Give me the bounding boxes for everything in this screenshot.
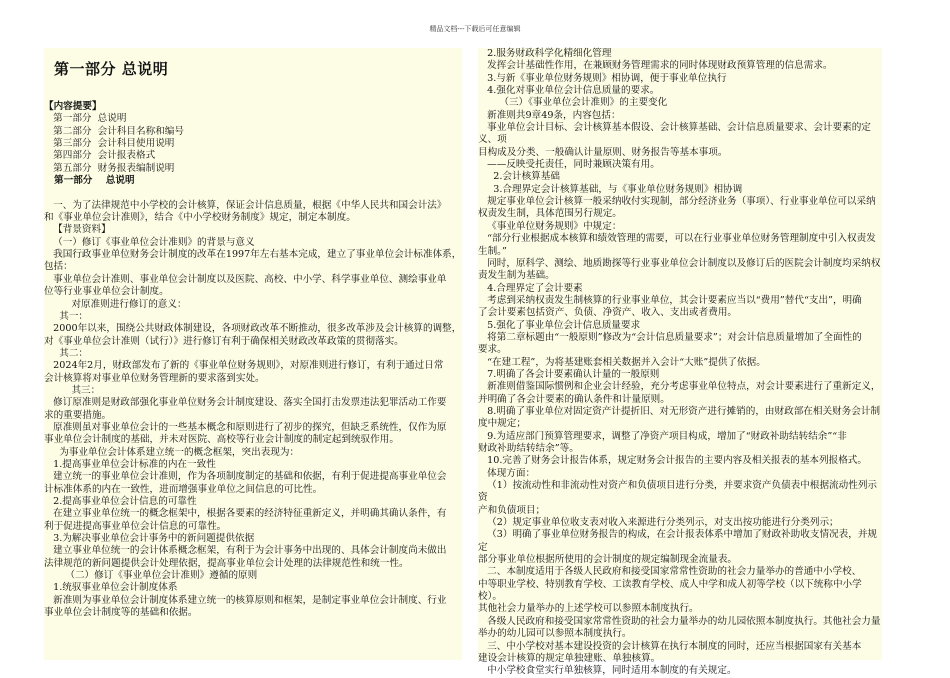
text-line: “部分行业根据成本核算和绩效管理的需要，可以在行业事业单位财务管理制度中引入权责发 bbox=[478, 233, 876, 245]
text-line: 要求。 bbox=[478, 344, 507, 356]
text-line: （二）修订《事业单位会计准则》遵循的原则 bbox=[44, 570, 258, 582]
text-line: 规定事业单位会计核算一般采纳收付实现制，部分经济业务（事项）、行业事业单位可以采纳 bbox=[478, 196, 876, 208]
text-line: 会计核算将对事业单位财务管理新的要求落到实处。 bbox=[44, 372, 265, 384]
right-text-body bbox=[478, 48, 882, 678]
text-line: 2024年2月，财政部发布了新的《事业单位财务规则》，对原准则进行修订，有利于通过日常 bbox=[44, 360, 444, 372]
text-line: 法律规范的新问题提供会计处理依据，提高事业单位会计处理的法律规范性和统一性。 bbox=[44, 557, 409, 569]
left-text-body bbox=[44, 101, 462, 619]
text-line: 建设会计核算的规定单独建账、单独核算。 bbox=[478, 652, 661, 664]
text-line: 部分事业单位根据所使用的会计制度的规定编制现金流量表。 bbox=[478, 554, 738, 566]
text-line: 建立统一的事业单位会计准则，作为各项制度制定的基础和依据，有利于促进提高事业单位会 bbox=[44, 471, 447, 483]
text-line: “在建工程”，为将基建账套相关数据并入会计“大账”提供了依据。 bbox=[478, 356, 766, 368]
text-line: 4.合理界定了会计要素 bbox=[478, 282, 583, 294]
text-line: 中等职业学校、特别教育学校、工读教育学校、成人中学和成人初等学校（以下统称中小学校）。 bbox=[478, 578, 862, 603]
text-line: 事业单位会计准则、事业单位会计制度以及医院、高校、中小学、科学事业单位、测绘事业单 bbox=[44, 273, 447, 285]
text-line: 了会计要素包括资产、负债、净资产、收入、支出或者费用。 bbox=[478, 307, 738, 319]
text-line: 为事业单位会计体系建立统一的概念框架，突出表现为： bbox=[44, 446, 300, 458]
text-line: 计标准体系的内在一致性，进而增强事业单位之间信息的可比性。 bbox=[44, 483, 323, 495]
text-line: 生制。” bbox=[478, 245, 507, 257]
text-line: 求的重要措施。 bbox=[44, 409, 112, 421]
text-line: 建立事业单位统一的会计体系概念框架，有利于为会计事务中出现的、具体会计制度尚未做出 bbox=[44, 545, 447, 557]
text-line: 8.明确了事业单位对固定资产计提折旧、对无形资产进行摊销的，由财政部在相关财务会计制 bbox=[478, 405, 881, 417]
text-line: 2.提高事业单位会计信息的可靠性 bbox=[44, 496, 197, 507]
text-line: 4.强化对事业单位会计信息质量的要求。 bbox=[478, 85, 660, 97]
text-line: 责发生制为基础。 bbox=[478, 270, 555, 282]
text-line: 我国行政事业单位财务会计制度的改革在1997年左右基本完成，建立了事业单位会计标准体系， bbox=[44, 249, 462, 261]
text-line: 其二： bbox=[44, 347, 89, 359]
text-line: 新准则为事业单位会计制度体系建立统一的核算原则和框架，是制定事业单位会计制度、行业 bbox=[44, 594, 447, 606]
text-line: 其三： bbox=[44, 384, 101, 396]
text-line: 第五部分 财务报表编制说明 bbox=[44, 162, 175, 174]
text-line: 利于促进提高事业单位会计信息的可靠性。 bbox=[44, 520, 227, 532]
text-line: 各级人民政府和接受国家常常性资助的社会力量举办的幼儿园依照本制度执行。其他社会力量 bbox=[478, 615, 881, 627]
text-line: 目构成及分类、一般确认计量原则、财务报告等基本事项。 bbox=[478, 146, 728, 158]
text-line: 2.会计核算基础 bbox=[478, 171, 560, 183]
page-header: 精品文档---下载后可任意编辑 bbox=[429, 25, 521, 33]
text-line: 包括： bbox=[44, 261, 73, 273]
text-line: 事业单位会计目标、会计核算基本假设、会计核算基础、会计信息质量要求、会计要素的定义、项 bbox=[478, 122, 871, 146]
text-line: 权责发生制，具体范围另行规定。 bbox=[478, 208, 622, 220]
text-line: 原准则虽对事业单位会计的一些基本概念和原则进行了初步的探究，但缺乏系统性，仅作为原 bbox=[44, 421, 447, 433]
text-line: 事业单位会计制度等的基础和依据。 bbox=[44, 607, 198, 619]
text-line: 【内容提要】 bbox=[44, 101, 102, 112]
text-line: 将第二章标题由“一般原则”修改为“会计信息质量要求”；对会计信息质量增加了全面性的 bbox=[478, 331, 862, 343]
text-line: 5.强化了事业单位会计信息质量要求 bbox=[478, 319, 641, 331]
text-line: 其一： bbox=[44, 310, 89, 322]
text-line: 2000年以来，围绕公共财政体制建设，各项财政改革不断推动，很多改革涉及会计核算的调整， bbox=[44, 323, 462, 335]
right-column bbox=[478, 48, 882, 677]
text-line: 10.完善了财务会计报告体系，规定财务会计报告的主要内容及相关报表的基本列报格式。 bbox=[478, 455, 867, 467]
text-line: 3.合理界定会计核算基础，与《事业单位财务规则》相协调 bbox=[478, 183, 743, 195]
text-line: 考虑到采纳权责发生制核算的行业事业单位，其会计要素应当以“费用”替代“支出”，明确 bbox=[478, 294, 862, 306]
text-line: 度中规定； bbox=[478, 418, 526, 430]
text-line: 其他社会力量举办的上述学校可以参照本制度执行。 bbox=[478, 603, 699, 615]
text-line: 对原准则进行修订的意义： bbox=[44, 298, 187, 310]
text-line: 二、本制度适用于各级人民政府和接受国家常常性资助的社会力量举办的普通中小学校、 bbox=[478, 566, 862, 578]
text-line: 第三部分 会计科目使用说明 bbox=[44, 138, 175, 150]
text-line: 第一部分 总说明 bbox=[44, 113, 127, 125]
text-line: 中小学校食堂实行单独核算，同时适用本制度的有关规定。 bbox=[478, 665, 737, 677]
section-title: 第一部分 总说明 bbox=[54, 60, 169, 78]
text-line: 举办的幼儿园可以参照本制度执行。 bbox=[478, 628, 632, 640]
text-line: 并明确了各会计要素的确认条件和计量原则。 bbox=[478, 393, 670, 405]
text-line: 【背景资料】 bbox=[44, 224, 111, 236]
text-line: 1.提高事业单位会计标准的内在一致性 bbox=[44, 458, 216, 470]
text-line: 同时，原科学、测绘、地质勘探等行业事业单位会计制度以及修订后的医院会计制度均采纳权 bbox=[478, 257, 881, 269]
text-line: 第四部分 会计报表格式 bbox=[44, 150, 156, 162]
text-line: 对《事业单位会计准则（试行）》进行修订有利于确保相关财政改革政策的贯彻落实。 bbox=[44, 335, 404, 347]
text-line: 产和负债项目； bbox=[478, 504, 546, 516]
text-line: 新准则共9章49条，内容包括： bbox=[478, 109, 621, 121]
text-line: （2）规定事业单位收支表对收入来源进行分类列示，对支出按功能进行分类列示； bbox=[478, 517, 839, 529]
text-line: （1）按流动性和非流动性对资产和负债项目进行分类，并要求资产负债表中根据流动性列示资 bbox=[478, 480, 878, 504]
text-line bbox=[44, 187, 462, 199]
text-line: 发挥会计基础性作用，在兼顾财务管理需求的同时体现财政预算管理的信息需求。 bbox=[478, 60, 833, 72]
text-line: 新准则借鉴国际惯例和企业会计经验，充分考虑事业单位特点，对会计要素进行了重新定义， bbox=[478, 381, 881, 393]
left-column bbox=[44, 48, 462, 660]
text-line: ——反映受托责任，同时兼顾决策有用。 bbox=[478, 159, 660, 171]
text-line: 财政补助结转结余”等。 bbox=[478, 443, 579, 454]
text-line: 《事业单位财务规则》中规定： bbox=[478, 220, 622, 232]
text-line: 修订原准则是财政部强化事业单位财务会计制度建设、落实全国打击发票违法犯罪活动工作要 bbox=[44, 397, 447, 409]
text-line: 1.统驭事业单位会计制度体系 bbox=[44, 582, 178, 594]
text-line: 7.明确了各会计要素确认计量的一般原则 bbox=[478, 368, 660, 380]
text-line: 和《事业单位会计准则》，结合《中小学校财务制度》规定，制定本制度。 bbox=[44, 212, 356, 224]
text-line: 体现方面： bbox=[478, 467, 536, 479]
text-line: 第二部分 会计科目名称和编号 bbox=[44, 125, 184, 137]
text-line: 一、为了法律规范中小学校的会计核算，保证会计信息质量，根据《中华人民共和国会计法》 bbox=[44, 199, 447, 211]
text-line: 3.与新《事业单位财务规则》相协调，便于事业单位执行 bbox=[478, 72, 727, 84]
text-line: 位等行业事业单位会计制度。 bbox=[44, 286, 169, 298]
text-line: 在建立事业单位统一的概念框架中，根据各要素的经济特征重新定义，并明确其确认条件，有 bbox=[44, 508, 447, 520]
text-line: 9.为适应部门预算管理要求，调整了净资产项目构成，增加了“财政补助结转结余”“非 bbox=[478, 430, 847, 442]
text-line: 2.服务财政科学化精细化管理 bbox=[478, 48, 612, 59]
text-line: （3）明确了事业单位财务报告的构成，在会计报表体系中增加了财政补助收支情况表，并规定 bbox=[478, 529, 878, 553]
text-line: 第一部分 总说明 bbox=[44, 175, 135, 187]
text-line: 3.为解决事业单位会计事务中的新问题提供依据 bbox=[44, 533, 255, 545]
text-line: 三、中小学校对基本建设投资的会计核算在执行本制度的同时，还应当根据国家有关基本 bbox=[478, 640, 862, 652]
text-line: 事业单位会计制度的基础，并未对医院、高校等行业会计制度的制定起到统驭作用。 bbox=[44, 434, 399, 446]
text-line: （一）修订《事业单位会计准则》的背景与意义 bbox=[44, 236, 255, 248]
text-line: （三）《事业单位会计准则》的主要变化 bbox=[478, 97, 668, 109]
